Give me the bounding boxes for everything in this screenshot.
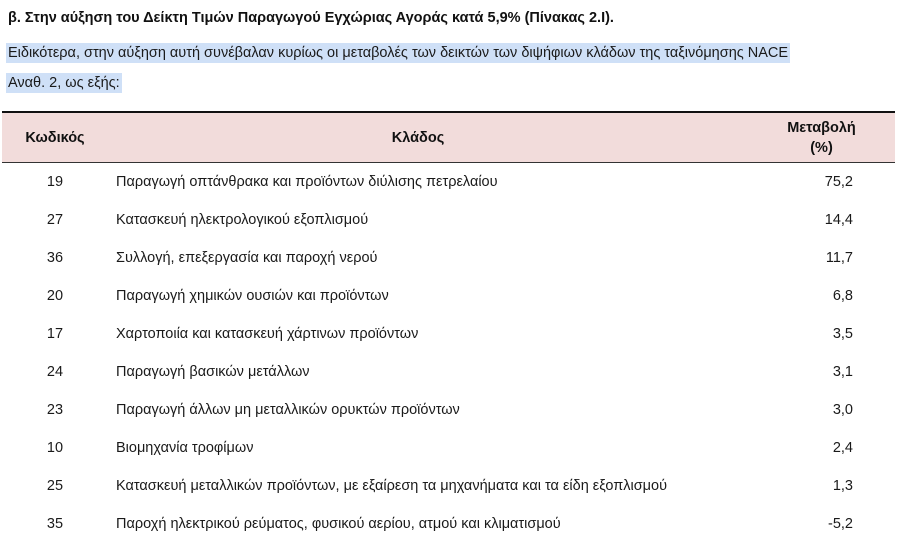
cell-change: 75,2 bbox=[728, 163, 895, 202]
cell-code: 19 bbox=[2, 163, 108, 202]
sector-changes-table-container bbox=[2, 111, 895, 543]
cell-code: 35 bbox=[2, 505, 108, 543]
cell-change: 6,8 bbox=[728, 277, 895, 315]
table-row bbox=[2, 315, 895, 353]
intro-line-2: Αναθ. 2, ως εξής: bbox=[6, 73, 122, 93]
header-change bbox=[728, 112, 895, 163]
cell-change: 3,0 bbox=[728, 391, 895, 429]
cell-sector: Παραγωγή οπτάνθρακα και προϊόντων διύλισης πετρελαίου bbox=[108, 163, 728, 202]
table-row bbox=[2, 201, 895, 239]
cell-sector: Παραγωγή άλλων μη μεταλλικών ορυκτών προϊόντων bbox=[108, 391, 728, 429]
cell-sector: Βιομηχανία τροφίμων bbox=[108, 429, 728, 467]
table-row bbox=[2, 467, 895, 505]
cell-sector: Χαρτοποιία και κατασκευή χάρτινων προϊόντων bbox=[108, 315, 728, 353]
cell-sector: Κατασκευή μεταλλικών προϊόντων, με εξαίρεση τα μηχανήματα και τα είδη εξοπλισμού bbox=[108, 467, 728, 505]
cell-sector: Παροχή ηλεκτρικού ρεύματος, φυσικού αερίου, ατμού και κλιματισμού bbox=[108, 505, 728, 543]
cell-sector: Παραγωγή χημικών ουσιών και προϊόντων bbox=[108, 277, 728, 315]
cell-sector: Κατασκευή ηλεκτρολογικού εξοπλισμού bbox=[108, 201, 728, 239]
cell-code: 17 bbox=[2, 315, 108, 353]
cell-change: 3,5 bbox=[728, 315, 895, 353]
section-heading: β. Στην αύξηση του Δείκτη Τιμών Παραγωγού Εγχώριας Αγοράς κατά 5,9% (Πίνακας 2.Ι). bbox=[8, 10, 614, 26]
cell-change: 2,4 bbox=[728, 429, 895, 467]
cell-change: 11,7 bbox=[728, 239, 895, 277]
cell-code: 27 bbox=[2, 201, 108, 239]
cell-code: 23 bbox=[2, 391, 108, 429]
table-row bbox=[2, 505, 895, 543]
table-row bbox=[2, 353, 895, 391]
table-row bbox=[2, 163, 895, 202]
table-row bbox=[2, 239, 895, 277]
sector-changes-table bbox=[2, 111, 895, 543]
table-row bbox=[2, 391, 895, 429]
header-change-unit: (%) bbox=[810, 140, 833, 156]
intro-paragraph bbox=[6, 38, 896, 98]
cell-code: 24 bbox=[2, 353, 108, 391]
table-row bbox=[2, 429, 895, 467]
header-sector: Κλάδος bbox=[108, 112, 728, 163]
cell-change: 14,4 bbox=[728, 201, 895, 239]
table-body bbox=[2, 163, 895, 543]
cell-change: -5,2 bbox=[728, 505, 895, 543]
table-header-row bbox=[2, 112, 895, 163]
cell-code: 36 bbox=[2, 239, 108, 277]
table-header bbox=[2, 112, 895, 163]
cell-code: 25 bbox=[2, 467, 108, 505]
cell-sector: Παραγωγή βασικών μετάλλων bbox=[108, 353, 728, 391]
cell-code: 10 bbox=[2, 429, 108, 467]
header-change-label: Μεταβολή bbox=[787, 120, 856, 136]
intro-line-1: Ειδικότερα, στην αύξηση αυτή συνέβαλαν κυρίως οι μεταβολές των δεικτών των διψήφιων κλάδων της ταξινόμησης NACE bbox=[6, 43, 790, 63]
table-row bbox=[2, 277, 895, 315]
cell-change: 1,3 bbox=[728, 467, 895, 505]
cell-change: 3,1 bbox=[728, 353, 895, 391]
cell-code: 20 bbox=[2, 277, 108, 315]
header-code: Κωδικός bbox=[2, 112, 108, 163]
cell-sector: Συλλογή, επεξεργασία και παροχή νερού bbox=[108, 239, 728, 277]
